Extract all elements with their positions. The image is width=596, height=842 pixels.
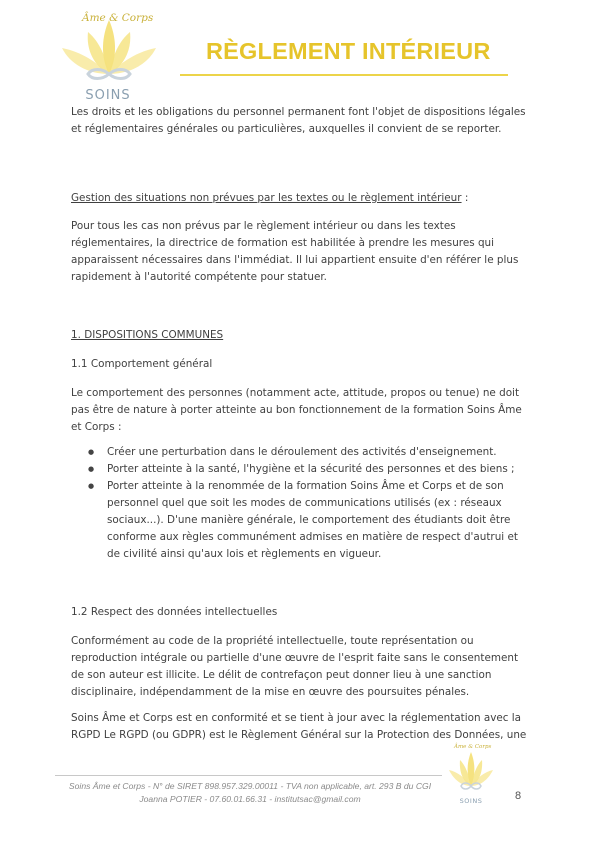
- intro-paragraph: Les droits et les obligations du personnel permanent font l'objet de dispositions légales et réglementaires générales ou particulières, auxquelles il convient de se reporter.: [71, 106, 526, 135]
- company-logo: [54, 8, 164, 104]
- section-1-2-paragraph-2: Soins Âme et Corps est en conformité et se tient à jour avec la réglementation avec la RGPD Le RGPD (ou GDPR) est le Règlement Général sur la Protection des Données, une: [71, 712, 527, 741]
- list-item: ● Porter atteinte à la santé, l'hygiène et la sécurité des personnes et des biens ;: [71, 461, 531, 478]
- footer-logo-word: SOINS: [459, 797, 483, 805]
- logo-script-text: Âme & Corps: [82, 12, 154, 24]
- footer-line-1: Soins Âme et Corps - N° de SIRET 898.957.329.00011 - TVA non applicable, art. 293 B du CGI: [68, 781, 432, 791]
- gestion-heading: Gestion des situations non prévues par les textes ou le règlement intérieur: [71, 192, 462, 204]
- page-number: 8: [515, 790, 522, 802]
- document-body: [71, 104, 531, 744]
- gestion-paragraph: Pour tous les cas non prévus par le règlement intérieur ou dans les textes réglementaires, la directrice de formation est habilitée à prendre les mesures qui apparaissent nécessaires dans l'immédiat. Il lui appartient ensuite d'en référer le plus rapidement à l'autorité compétente pour statuer.: [71, 220, 519, 283]
- logo-word: SOINS: [85, 88, 131, 103]
- behaviour-list: [71, 444, 531, 563]
- gestion-heading-line: [71, 190, 531, 207]
- section-1-heading: 1. DISPOSITIONS COMMUNES: [71, 329, 224, 341]
- gestion-heading-suffix: :: [461, 192, 469, 204]
- section-1-1-heading: 1.1 Comportement général: [71, 358, 213, 370]
- section-1-2-heading: 1.2 Respect des données intellectuelles: [71, 606, 278, 618]
- footer-line-2: Joanna POTIER - 07.60.01.66.31 - institutsac@gmail.com: [139, 794, 361, 804]
- list-item: ● Porter atteinte à la renommée de la formation Soins Âme et Corps et de son personnel quel que soit les modes de communications utilisés (ex : réseaux sociaux...). D'une manière générale, le comportement des étudiants doit être conforme aux règles communément admises en matière de respect d'autrui et de civilité ainsi qu'aux lois et règlements en vigueur.: [71, 478, 531, 563]
- list-item: ● Créer une perturbation dans le déroulement des activités d'enseignement.: [71, 444, 531, 461]
- page-title: RÈGLEMENT INTÉRIEUR: [206, 38, 491, 64]
- footer-info: [55, 780, 445, 806]
- section-1-2-paragraph-1: Conformément au code de la propriété intellectuelle, toute représentation ou reproduction intégrale ou partielle d'une œuvre de l'esprit faite sans le consentement de son auteur est illicite. Le délit de contrefaçon peut donner lieu à une sanction disciplinaire, indépendamment de la mise en œuvre des poursuites pénales.: [71, 635, 519, 698]
- title-underline: [180, 74, 508, 76]
- footer-logo: [446, 742, 496, 808]
- section-1-1-paragraph: Le comportement des personnes (notamment acte, attitude, propos ou tenue) ne doit pas être de nature à porter atteinte au bon fonctionnement de la formation Soins Âme et Corps :: [71, 387, 522, 433]
- footer-logo-script: Âme & Corps: [454, 744, 492, 750]
- footer-divider: [55, 775, 442, 776]
